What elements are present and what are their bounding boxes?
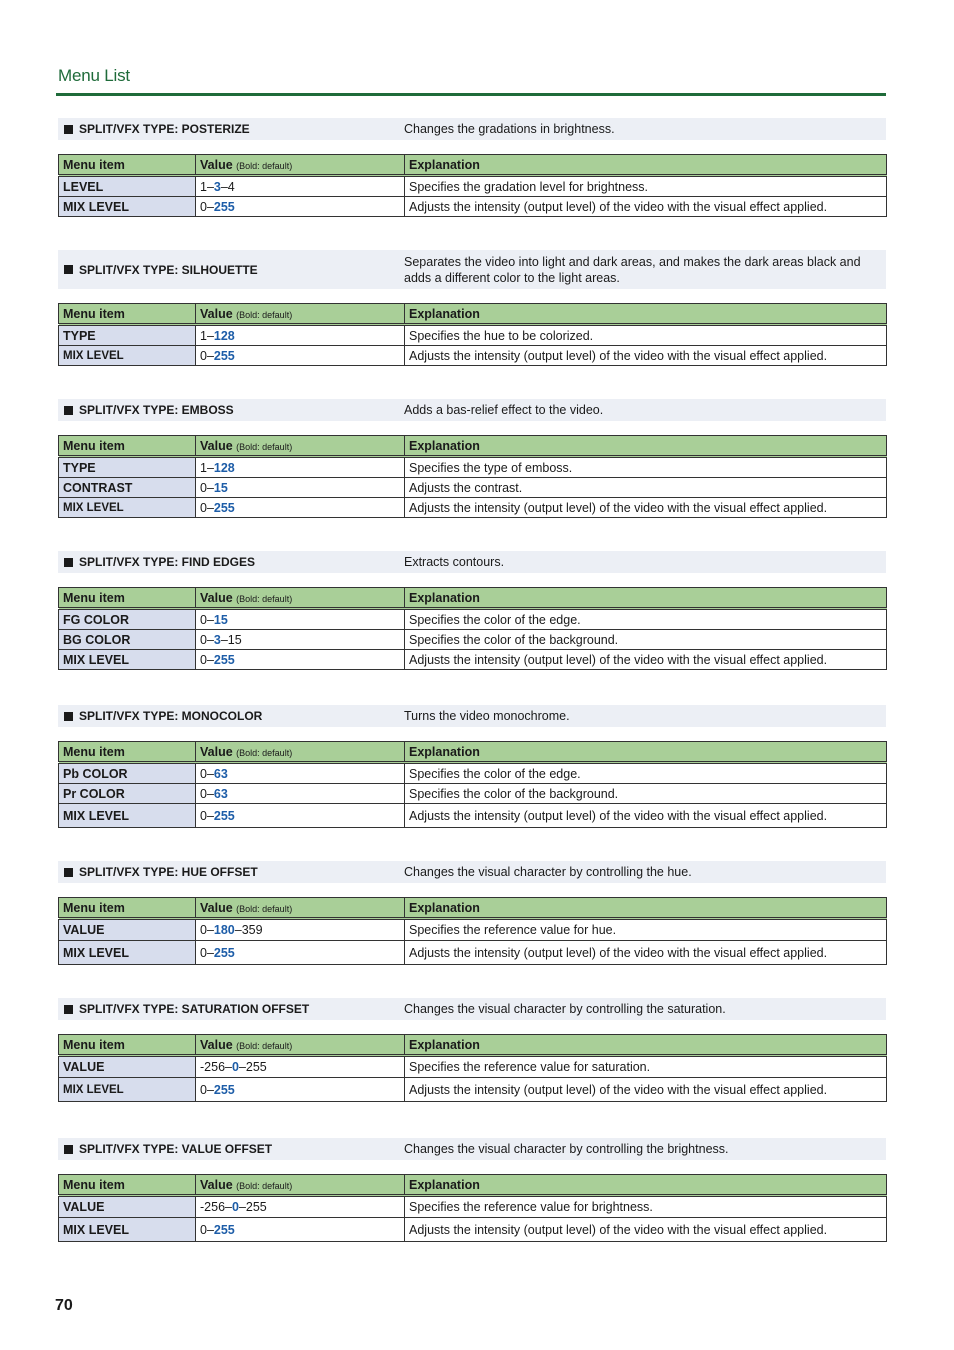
value-min: 0– xyxy=(200,652,214,667)
value-default: 3 xyxy=(213,179,221,194)
section-description: Adds a bas-relief effect to the video. xyxy=(404,403,604,417)
value-default: 255 xyxy=(213,808,235,823)
explanation-cell: Adjusts the intensity (output level) of the video with the visual effect applied. xyxy=(405,650,887,670)
value-cell xyxy=(196,609,405,630)
value-max: –255 xyxy=(238,1200,267,1214)
value-default: 15 xyxy=(213,612,228,627)
table-row xyxy=(59,763,887,784)
header-value-label: Value xyxy=(200,438,233,453)
header-menu-item: Menu item xyxy=(59,1035,196,1056)
value-max: –255 xyxy=(238,1060,267,1074)
menu-item-cell: MIX LEVEL xyxy=(59,197,196,217)
section-title: SPLIT/VFX TYPE: FIND EDGES xyxy=(79,555,256,569)
menu-table xyxy=(58,587,887,670)
value-default: 255 xyxy=(213,652,235,667)
value-cell xyxy=(196,1218,405,1242)
table-header-row xyxy=(59,436,887,457)
header-explanation: Explanation xyxy=(405,898,887,919)
table-row xyxy=(59,650,887,670)
header-explanation: Explanation xyxy=(405,155,887,176)
menu-item-cell: MIX LEVEL xyxy=(59,498,196,518)
header-value xyxy=(196,742,405,763)
value-cell xyxy=(196,941,405,965)
menu-item-cell: MIX LEVEL xyxy=(59,650,196,670)
table-row xyxy=(59,325,887,346)
header-value xyxy=(196,588,405,609)
page-number: 70 xyxy=(55,1297,73,1314)
header-menu-item: Menu item xyxy=(59,1175,196,1196)
header-explanation: Explanation xyxy=(405,588,887,609)
section-4 xyxy=(58,551,886,670)
explanation-cell: Specifies the color of the edge. xyxy=(405,763,887,784)
menu-item-cell: TYPE xyxy=(59,457,196,478)
header-value-label: Value xyxy=(200,744,233,759)
section-description: Changes the visual character by controlling the saturation. xyxy=(404,1002,726,1016)
header-value xyxy=(196,898,405,919)
value-default: 63 xyxy=(213,786,228,801)
value-default: 3 xyxy=(213,632,221,647)
section-title: SPLIT/VFX TYPE: SILHOUETTE xyxy=(79,262,258,277)
explanation-cell: Specifies the color of the edge. xyxy=(405,609,887,630)
explanation-cell: Specifies the type of emboss. xyxy=(405,457,887,478)
value-cell xyxy=(196,457,405,478)
table-header-row xyxy=(59,742,887,763)
table-header-row xyxy=(59,1035,887,1056)
value-cell xyxy=(196,650,405,670)
header-value-label: Value xyxy=(200,590,233,605)
value-cell xyxy=(196,176,405,197)
explanation-cell: Specifies the gradation level for brightness. xyxy=(405,176,887,197)
section-title: SPLIT/VFX TYPE: MONOCOLOR xyxy=(79,709,263,723)
header-menu-item: Menu item xyxy=(59,304,196,325)
value-default: 255 xyxy=(213,1222,235,1237)
menu-item-cell: MIX LEVEL xyxy=(59,941,196,965)
value-min: 0– xyxy=(200,945,214,960)
explanation-cell: Specifies the reference value for saturation. xyxy=(405,1056,887,1078)
value-min: -256– xyxy=(200,1200,232,1214)
menu-item-cell: MIX LEVEL xyxy=(59,804,196,828)
explanation-cell: Adjusts the intensity (output level) of the video with the visual effect applied. xyxy=(405,346,887,366)
section-description: Changes the visual character by controlling the brightness. xyxy=(404,1142,729,1156)
menu-item-cell: VALUE xyxy=(59,1196,196,1218)
value-default: 63 xyxy=(213,766,228,781)
table-row xyxy=(59,1218,887,1242)
section-title: SPLIT/VFX TYPE: POSTERIZE xyxy=(79,122,250,136)
table-header-row xyxy=(59,304,887,325)
section-header xyxy=(58,998,886,1020)
header-value-label: Value xyxy=(200,1037,233,1052)
table-row xyxy=(59,498,887,518)
header-menu-item: Menu item xyxy=(59,742,196,763)
square-bullet-icon xyxy=(64,265,73,274)
value-min: 0– xyxy=(200,612,214,627)
title-divider xyxy=(56,93,886,96)
square-bullet-icon xyxy=(64,125,73,134)
section-title: SPLIT/VFX TYPE: SATURATION OFFSET xyxy=(79,1002,310,1016)
header-value xyxy=(196,304,405,325)
value-cell xyxy=(196,478,405,498)
section-header xyxy=(58,551,886,573)
value-min: 1– xyxy=(200,328,214,343)
header-explanation: Explanation xyxy=(405,1035,887,1056)
section-description: Changes the gradations in brightness. xyxy=(404,122,615,136)
header-explanation: Explanation xyxy=(405,436,887,457)
table-row xyxy=(59,478,887,498)
value-max: –4 xyxy=(220,179,235,194)
menu-item-cell: MIX LEVEL xyxy=(59,1078,196,1102)
section-2 xyxy=(58,250,886,366)
section-header xyxy=(58,250,886,289)
header-menu-item: Menu item xyxy=(59,588,196,609)
square-bullet-icon xyxy=(64,1145,73,1154)
section-description: Extracts contours. xyxy=(404,555,505,569)
value-cell xyxy=(196,784,405,804)
value-cell xyxy=(196,804,405,828)
table-row xyxy=(59,346,887,366)
explanation-cell: Specifies the reference value for hue. xyxy=(405,919,887,941)
section-description: Turns the video monochrome. xyxy=(404,709,570,723)
table-row xyxy=(59,1196,887,1218)
value-min: 0– xyxy=(200,480,214,495)
section-description: Changes the visual character by controlling the hue. xyxy=(404,865,692,879)
explanation-cell: Adjusts the contrast. xyxy=(405,478,887,498)
value-cell xyxy=(196,325,405,346)
section-title: SPLIT/VFX TYPE: EMBOSS xyxy=(79,403,234,417)
value-max: –15 xyxy=(220,632,242,647)
header-menu-item: Menu item xyxy=(59,898,196,919)
table-row xyxy=(59,784,887,804)
header-value-label: Value xyxy=(200,900,233,915)
menu-table xyxy=(58,303,887,366)
value-min: 0– xyxy=(200,500,214,515)
value-min: 0– xyxy=(200,786,214,801)
table-row xyxy=(59,609,887,630)
value-min: 0– xyxy=(200,199,214,214)
section-title: SPLIT/VFX TYPE: HUE OFFSET xyxy=(79,865,258,879)
square-bullet-icon xyxy=(64,1005,73,1014)
section-1 xyxy=(58,118,886,217)
value-cell xyxy=(196,919,405,941)
explanation-cell: Adjusts the intensity (output level) of the video with the visual effect applied. xyxy=(405,1078,887,1102)
section-6 xyxy=(58,861,886,965)
value-min: 1– xyxy=(200,179,214,194)
header-value-note: (Bold: default) xyxy=(236,1180,293,1191)
section-header xyxy=(58,1138,886,1160)
table-row xyxy=(59,1078,887,1102)
table-header-row xyxy=(59,588,887,609)
explanation-cell: Adjusts the intensity (output level) of the video with the visual effect applied. xyxy=(405,1218,887,1242)
header-explanation: Explanation xyxy=(405,1175,887,1196)
section-header xyxy=(58,861,886,883)
header-value-note: (Bold: default) xyxy=(236,309,293,320)
header-value-label: Value xyxy=(200,157,233,172)
menu-table xyxy=(58,741,887,828)
explanation-cell: Adjusts the intensity (output level) of the video with the visual effect applied. xyxy=(405,498,887,518)
table-row xyxy=(59,176,887,197)
header-value-label: Value xyxy=(200,306,233,321)
value-cell xyxy=(196,346,405,366)
value-cell xyxy=(196,197,405,217)
square-bullet-icon xyxy=(64,868,73,877)
table-header-row xyxy=(59,155,887,176)
table-row xyxy=(59,941,887,965)
table-row xyxy=(59,457,887,478)
explanation-cell: Specifies the hue to be colorized. xyxy=(405,325,887,346)
header-menu-item: Menu item xyxy=(59,436,196,457)
menu-item-cell: MIX LEVEL xyxy=(59,346,196,366)
table-row xyxy=(59,630,887,650)
section-title: SPLIT/VFX TYPE: VALUE OFFSET xyxy=(79,1142,273,1156)
value-min: -256– xyxy=(200,1060,232,1074)
square-bullet-icon xyxy=(64,406,73,415)
header-value xyxy=(196,155,405,176)
value-cell xyxy=(196,763,405,784)
value-min: 0– xyxy=(200,1082,214,1097)
value-default: 255 xyxy=(213,199,235,214)
header-value-label: Value xyxy=(200,1177,233,1192)
explanation-cell: Specifies the reference value for brightness. xyxy=(405,1196,887,1218)
section-description: Separates the video into light and dark areas, and makes the dark areas black and adds a different color to the light areas. xyxy=(404,254,861,285)
menu-item-cell: TYPE xyxy=(59,325,196,346)
menu-item-cell: FG COLOR xyxy=(59,609,196,630)
menu-item-cell: Pb COLOR xyxy=(59,763,196,784)
header-value xyxy=(196,1175,405,1196)
value-min: 0– xyxy=(200,808,214,823)
section-header xyxy=(58,705,886,727)
menu-item-cell: VALUE xyxy=(59,1056,196,1078)
header-menu-item: Menu item xyxy=(59,155,196,176)
menu-table xyxy=(58,1174,887,1242)
section-header xyxy=(58,118,886,140)
section-header xyxy=(58,399,886,421)
value-cell xyxy=(196,1196,405,1218)
header-value-note: (Bold: default) xyxy=(236,160,293,171)
header-explanation: Explanation xyxy=(405,742,887,763)
header-value xyxy=(196,436,405,457)
explanation-cell: Specifies the color of the background. xyxy=(405,784,887,804)
header-value-note: (Bold: default) xyxy=(236,747,293,758)
table-row xyxy=(59,1056,887,1078)
explanation-cell: Specifies the color of the background. xyxy=(405,630,887,650)
value-cell xyxy=(196,498,405,518)
square-bullet-icon xyxy=(64,712,73,721)
explanation-cell: Adjusts the intensity (output level) of the video with the visual effect applied. xyxy=(405,804,887,828)
table-row xyxy=(59,804,887,828)
section-8 xyxy=(58,1138,886,1242)
section-3 xyxy=(58,399,886,518)
menu-item-cell: MIX LEVEL xyxy=(59,1218,196,1242)
menu-table xyxy=(58,435,887,518)
table-row xyxy=(59,919,887,941)
header-value-note: (Bold: default) xyxy=(236,441,293,452)
value-min: 0– xyxy=(200,1222,214,1237)
value-default: 128 xyxy=(213,460,235,475)
menu-table xyxy=(58,897,887,965)
explanation-cell: Adjusts the intensity (output level) of the video with the visual effect applied. xyxy=(405,197,887,217)
menu-table xyxy=(58,1034,887,1102)
value-default: 128 xyxy=(213,328,235,343)
value-min: 0– xyxy=(200,348,214,363)
value-default: 255 xyxy=(213,500,235,515)
table-header-row xyxy=(59,1175,887,1196)
menu-item-cell: Pr COLOR xyxy=(59,784,196,804)
value-min: 0– xyxy=(200,632,214,647)
table-row xyxy=(59,197,887,217)
square-bullet-icon xyxy=(64,558,73,567)
value-cell xyxy=(196,630,405,650)
header-value xyxy=(196,1035,405,1056)
explanation-cell: Adjusts the intensity (output level) of the video with the visual effect applied. xyxy=(405,941,887,965)
menu-table xyxy=(58,154,887,217)
header-value-note: (Bold: default) xyxy=(236,1040,293,1051)
value-cell xyxy=(196,1078,405,1102)
value-default: 180 xyxy=(213,923,235,937)
page-title: Menu List xyxy=(58,66,130,85)
section-5 xyxy=(58,705,886,828)
header-value-note: (Bold: default) xyxy=(236,903,293,914)
value-default: 255 xyxy=(213,348,235,363)
value-min: 0– xyxy=(200,923,214,937)
value-default: 15 xyxy=(213,480,228,495)
header-value-note: (Bold: default) xyxy=(236,593,293,604)
value-default: 255 xyxy=(213,945,235,960)
section-7 xyxy=(58,998,886,1102)
table-header-row xyxy=(59,898,887,919)
menu-item-cell: BG COLOR xyxy=(59,630,196,650)
value-default: 0 xyxy=(231,1060,239,1074)
value-min: 1– xyxy=(200,460,214,475)
value-max: –359 xyxy=(234,923,263,937)
value-min: 0– xyxy=(200,766,214,781)
menu-item-cell: CONTRAST xyxy=(59,478,196,498)
header-explanation: Explanation xyxy=(405,304,887,325)
menu-item-cell: VALUE xyxy=(59,919,196,941)
value-default: 0 xyxy=(231,1200,239,1214)
value-cell xyxy=(196,1056,405,1078)
menu-item-cell: LEVEL xyxy=(59,176,196,197)
value-default: 255 xyxy=(213,1082,235,1097)
